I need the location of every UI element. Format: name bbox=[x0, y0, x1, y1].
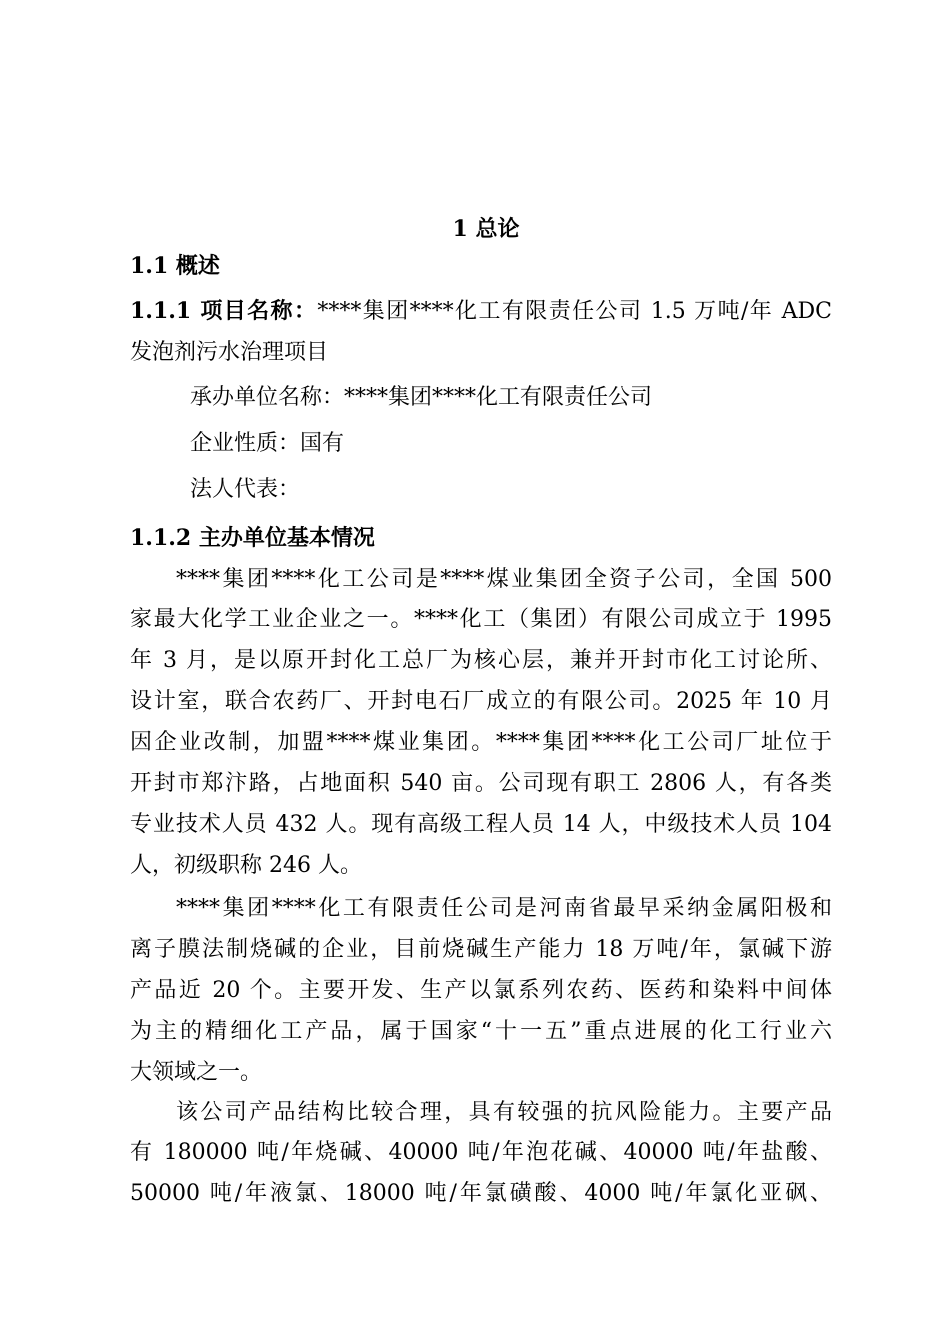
paragraph-line: 该公司产品结构比较合理，具有较强的抗风险能力。主要产品 bbox=[176, 1100, 832, 1125]
field-enterprise-type: 企业性质：国有 bbox=[190, 431, 345, 456]
paragraph-line: 50000 吨/年液氯、18000 吨/年氯磺酸、4000 吨/年氯化亚砜、 bbox=[130, 1181, 832, 1206]
paragraph-line: 专业技术人员 432 人。现有高级工程人员 14 人，中级技术人员 104 bbox=[130, 812, 832, 837]
project-name-line-1 bbox=[130, 295, 832, 328]
paragraph-line: 人，初级职称 246 人。 bbox=[130, 853, 362, 878]
paragraph-line: 因企业改制，加盟****煤业集团。****集团****化工公司厂址位于 bbox=[130, 730, 832, 755]
paragraph-line: 为主的精细化工产品，属于国家“十一五”重点进展的化工行业六 bbox=[130, 1019, 832, 1044]
paragraph-line: 设计室，联合农药厂、开封电石厂成立的有限公司。2025 年 10 月 bbox=[130, 689, 832, 714]
paragraph-line: ****集团****化工公司是****煤业集团全资子公司，全国 500 bbox=[176, 567, 832, 592]
paragraph-line: 有 180000 吨/年烧碱、40000 吨/年泡花碱、40000 吨/年盐酸、 bbox=[130, 1140, 832, 1165]
project-name-value: ****集团****化工有限责任公司 1.5 万吨/年 ADC bbox=[317, 299, 832, 324]
field-legal-representative: 法人代表： bbox=[190, 477, 301, 502]
field-sponsor-unit: 承办单位名称：****集团****化工有限责任公司 bbox=[190, 385, 653, 410]
project-name-line-2: 发泡剂污水治理项目 bbox=[130, 340, 329, 365]
paragraph-line: 离子膜法制烧碱的企业，目前烧碱生产能力 18 万吨/年，氯碱下游 bbox=[130, 937, 832, 962]
paragraph-line: 大领域之一。 bbox=[130, 1060, 263, 1085]
project-name-label: 1.1.1 项目名称： bbox=[130, 298, 318, 324]
paragraph-line: 家最大化学工业企业之一。****化工（集团）有限公司成立于 1995 bbox=[130, 607, 832, 632]
paragraph-line: 年 3 月，是以原开封化工总厂为核心层，兼并开封市化工讨论所、 bbox=[130, 648, 832, 673]
paragraph-line: ****集团****化工有限责任公司是河南省最早采纳金属阳极和 bbox=[176, 896, 832, 921]
paragraph-line: 产品近 20 个。主要开发、生产以氯系列农药、医药和染料中间体 bbox=[130, 978, 832, 1003]
paragraph-line: 开封市郑汴路，占地面积 540 亩。公司现有职工 2806 人，有各类 bbox=[130, 771, 832, 796]
chapter-title: 1 总论 bbox=[452, 216, 520, 242]
section-heading-1-1-2: 1.1.2 主办单位基本情况 bbox=[130, 525, 375, 551]
section-heading-1-1: 1.1 概述 bbox=[130, 253, 220, 279]
